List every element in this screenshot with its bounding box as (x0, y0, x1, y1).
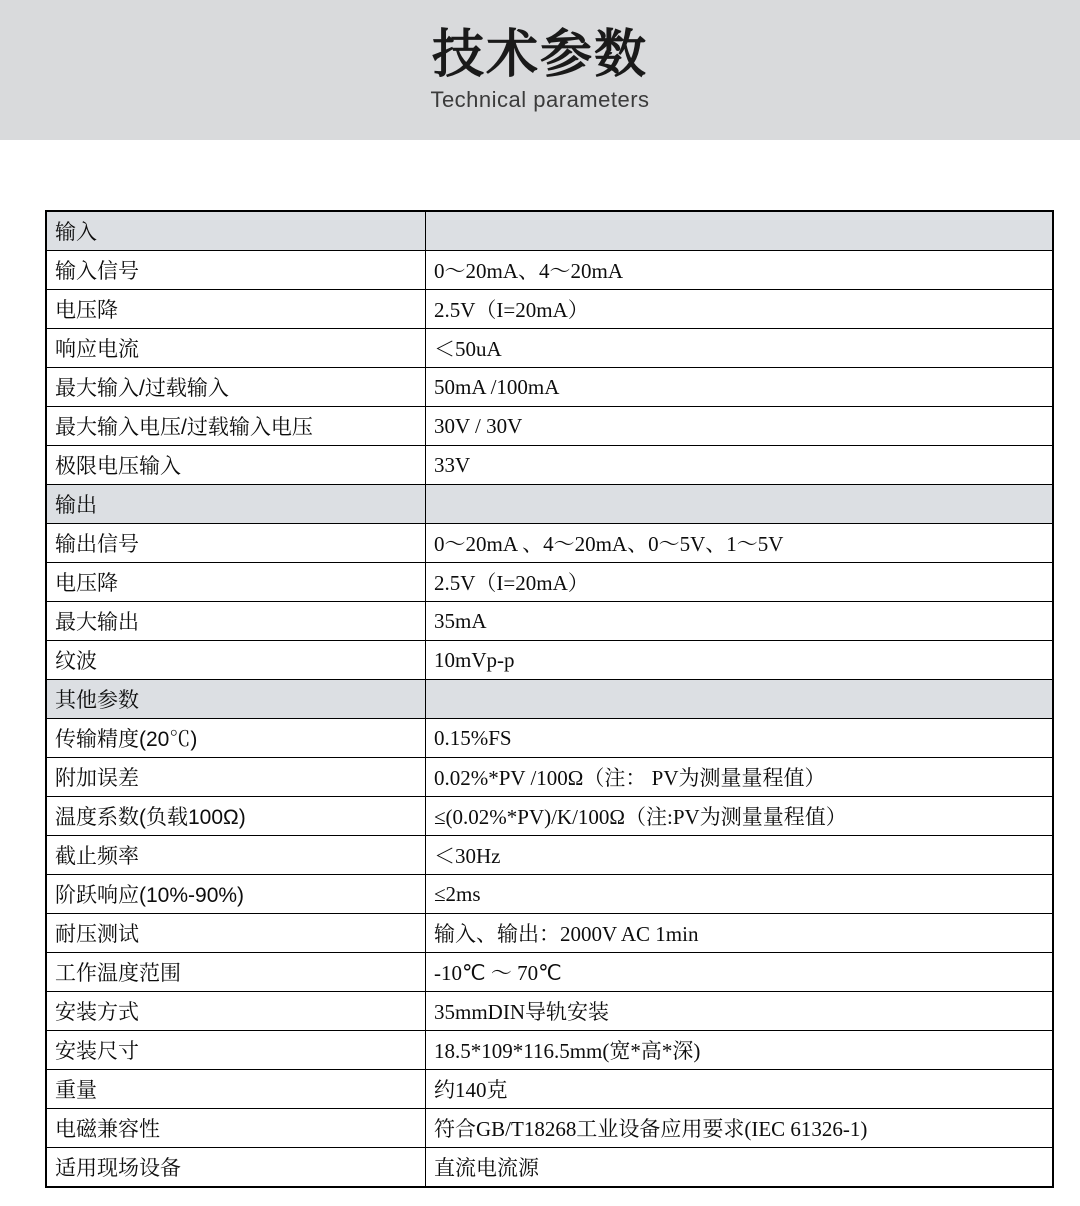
table-row (46, 602, 1053, 641)
table-row (46, 1109, 1053, 1148)
technical-parameters-table (45, 210, 1054, 1188)
table-cell-value: ＜50uA (426, 329, 1054, 368)
table-cell-label: 传输精度(20℃) (46, 719, 426, 758)
table-cell-value: 输入、输出：2000V AC 1min (426, 914, 1054, 953)
table-cell-label: 截止频率 (46, 836, 426, 875)
table-cell-value: 符合GB/T18268工业设备应用要求(IEC 61326-1) (426, 1109, 1054, 1148)
table-cell-label: 电磁兼容性 (46, 1109, 426, 1148)
table-row (46, 875, 1053, 914)
table-cell-label: 其他参数 (46, 680, 426, 719)
table-cell-label: 最大输入/过载输入 (46, 368, 426, 407)
table-section-row (46, 680, 1053, 719)
table-cell-label: 输入信号 (46, 251, 426, 290)
table-cell-value: 2.5V（I=20mA） (426, 563, 1054, 602)
table-row (46, 641, 1053, 680)
table-cell-value: ≤(0.02%*PV)/K/100Ω（注:PV为测量量程值） (426, 797, 1054, 836)
page-header (0, 0, 1080, 140)
table-cell-label: 响应电流 (46, 329, 426, 368)
table-row (46, 1070, 1053, 1109)
table-cell-value: 30V / 30V (426, 407, 1054, 446)
table-cell-value: ＜30Hz (426, 836, 1054, 875)
table-cell-label: 纹波 (46, 641, 426, 680)
table-cell-value: 35mA (426, 602, 1054, 641)
table-cell-value: 约140克 (426, 1070, 1054, 1109)
table-row (46, 953, 1053, 992)
table-cell-value (426, 485, 1054, 524)
table-cell-label: 极限电压输入 (46, 446, 426, 485)
table-row (46, 914, 1053, 953)
spec-table-container (45, 210, 1035, 1188)
table-cell-label: 阶跃响应(10%-90%) (46, 875, 426, 914)
table-row (46, 290, 1053, 329)
table-cell-label: 输入 (46, 211, 426, 251)
table-cell-label: 安装方式 (46, 992, 426, 1031)
table-cell-value: 35mmDIN导轨安装 (426, 992, 1054, 1031)
table-cell-label: 电压降 (46, 290, 426, 329)
table-cell-label: 耐压测试 (46, 914, 426, 953)
table-row (46, 1031, 1053, 1070)
table-cell-value: 0.15%FS (426, 719, 1054, 758)
table-cell-label: 输出信号 (46, 524, 426, 563)
table-section-row (46, 485, 1053, 524)
table-cell-label: 温度系数(负载100Ω) (46, 797, 426, 836)
table-cell-label: 重量 (46, 1070, 426, 1109)
table-cell-value: 0～20mA、4～20mA (426, 251, 1054, 290)
table-cell-value (426, 680, 1054, 719)
table-row (46, 329, 1053, 368)
table-row (46, 251, 1053, 290)
table-row (46, 446, 1053, 485)
table-cell-label: 最大输入电压/过载输入电压 (46, 407, 426, 446)
table-section-row (46, 211, 1053, 251)
page-title: 技术参数 (431, 26, 648, 84)
table-cell-value (426, 211, 1054, 251)
table-cell-value: -10℃ ～ 70℃ (426, 953, 1054, 992)
table-row (46, 719, 1053, 758)
table-cell-label: 工作温度范围 (46, 953, 426, 992)
table-cell-value: 18.5*109*116.5mm(宽*高*深) (426, 1031, 1054, 1070)
table-row (46, 992, 1053, 1031)
table-cell-value: 10mVp-p (426, 641, 1054, 680)
table-row (46, 524, 1053, 563)
table-cell-value: 2.5V（I=20mA） (426, 290, 1054, 329)
table-row (46, 1148, 1053, 1188)
table-cell-value: 33V (426, 446, 1054, 485)
table-cell-label: 电压降 (46, 563, 426, 602)
table-row (46, 368, 1053, 407)
page-subtitle: Technical parameters (430, 87, 650, 112)
table-row (46, 563, 1053, 602)
table-row (46, 758, 1053, 797)
table-cell-label: 附加误差 (46, 758, 426, 797)
table-row (46, 407, 1053, 446)
table-cell-label: 安装尺寸 (46, 1031, 426, 1070)
table-cell-value: 0.02%*PV /100Ω（注： PV为测量量程值） (426, 758, 1054, 797)
table-cell-label: 输出 (46, 485, 426, 524)
table-row (46, 797, 1053, 836)
table-cell-label: 最大输出 (46, 602, 426, 641)
table-cell-value: 直流电流源 (426, 1148, 1054, 1188)
table-row (46, 836, 1053, 875)
table-cell-value: 0～20mA 、4～20mA、0～5V、1～5V (426, 524, 1054, 563)
table-cell-value: ≤2ms (426, 875, 1054, 914)
table-cell-value: 50mA /100mA (426, 368, 1054, 407)
table-cell-label: 适用现场设备 (46, 1148, 426, 1188)
